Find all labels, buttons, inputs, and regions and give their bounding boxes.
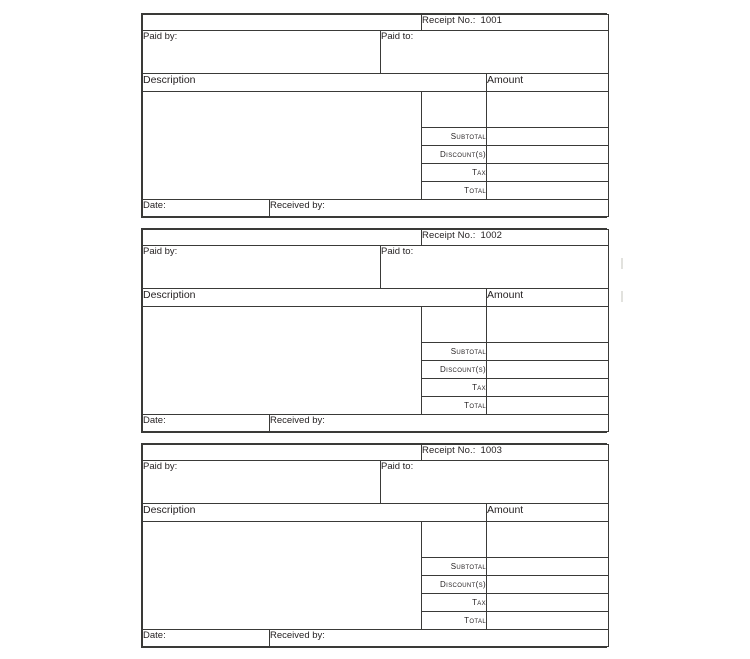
header-blank-cell bbox=[143, 15, 422, 31]
receipt-header-row bbox=[143, 230, 609, 246]
description-entry-area[interactable] bbox=[143, 307, 422, 415]
subtotal-value[interactable] bbox=[487, 558, 609, 576]
receipt-number-label: Receipt No.: bbox=[422, 445, 476, 456]
totals-spacer-cell bbox=[422, 307, 487, 343]
header-blank-cell bbox=[143, 230, 422, 246]
paid-by-label: Paid by: bbox=[143, 246, 178, 257]
received-by-label: Received by: bbox=[270, 415, 325, 426]
date-field[interactable] bbox=[143, 200, 270, 217]
header-blank-cell bbox=[143, 445, 422, 461]
receipt-table bbox=[142, 14, 609, 217]
amount-entry-area[interactable] bbox=[487, 92, 609, 128]
total-label: Total bbox=[422, 397, 487, 415]
discounts-label: Discount(s) bbox=[422, 361, 487, 379]
description-label: Description bbox=[143, 504, 196, 516]
discounts-label: Discount(s) bbox=[422, 576, 487, 594]
amount-entry-area[interactable] bbox=[487, 307, 609, 343]
paid-by-label: Paid by: bbox=[143, 31, 178, 42]
items-body-row bbox=[143, 92, 609, 128]
discounts-value[interactable] bbox=[487, 576, 609, 594]
discounts-value[interactable] bbox=[487, 361, 609, 379]
received-by-label: Received by: bbox=[270, 630, 325, 641]
paid-by-label: Paid by: bbox=[143, 461, 178, 472]
total-value[interactable] bbox=[487, 612, 609, 630]
subtotal-value[interactable] bbox=[487, 343, 609, 361]
paid-to-field[interactable] bbox=[381, 246, 609, 289]
date-label: Date: bbox=[143, 200, 166, 211]
items-header-row bbox=[143, 74, 609, 92]
discounts-value[interactable] bbox=[487, 146, 609, 164]
amount-label: Amount bbox=[487, 289, 524, 301]
received-by-field[interactable] bbox=[270, 415, 609, 432]
amount-header bbox=[487, 74, 609, 92]
paid-to-label: Paid to: bbox=[381, 31, 414, 42]
discounts-label: Discount(s) bbox=[422, 146, 487, 164]
total-label: Total bbox=[422, 182, 487, 200]
description-label: Description bbox=[143, 74, 196, 86]
receipt-footer-row bbox=[143, 415, 609, 432]
date-field[interactable] bbox=[143, 630, 270, 647]
date-label: Date: bbox=[143, 630, 166, 641]
receipt-block bbox=[141, 228, 607, 433]
payer-payee-row bbox=[143, 246, 609, 289]
description-header bbox=[143, 289, 487, 307]
description-header bbox=[143, 504, 487, 522]
tax-label: Tax bbox=[422, 379, 487, 397]
totals-spacer-cell bbox=[422, 522, 487, 558]
subtotal-value[interactable] bbox=[487, 128, 609, 146]
receipt-number-cell[interactable] bbox=[422, 445, 609, 461]
receipt-number-label: Receipt No.: bbox=[422, 15, 476, 26]
totals-spacer-cell bbox=[422, 92, 487, 128]
total-value[interactable] bbox=[487, 397, 609, 415]
receipt-number-label: Receipt No.: bbox=[422, 230, 476, 241]
date-field[interactable] bbox=[143, 415, 270, 432]
tax-value[interactable] bbox=[487, 594, 609, 612]
scan-artifact-mark bbox=[621, 291, 623, 302]
items-header-row bbox=[143, 504, 609, 522]
items-header-row bbox=[143, 289, 609, 307]
payer-payee-row bbox=[143, 461, 609, 504]
receipt-block bbox=[141, 13, 607, 218]
amount-header bbox=[487, 289, 609, 307]
amount-label: Amount bbox=[487, 74, 524, 86]
receipt-number-cell[interactable] bbox=[422, 15, 609, 31]
payer-payee-row bbox=[143, 31, 609, 74]
items-body-row bbox=[143, 522, 609, 558]
receipt-table bbox=[142, 444, 609, 647]
paid-by-field[interactable] bbox=[143, 461, 381, 504]
tax-value[interactable] bbox=[487, 164, 609, 182]
paid-to-label: Paid to: bbox=[381, 461, 414, 472]
scan-artifact-mark bbox=[621, 258, 623, 269]
tax-label: Tax bbox=[422, 594, 487, 612]
receipt-table bbox=[142, 229, 609, 432]
items-body-row bbox=[143, 307, 609, 343]
description-entry-area[interactable] bbox=[143, 92, 422, 200]
paid-by-field[interactable] bbox=[143, 31, 381, 74]
paid-to-field[interactable] bbox=[381, 461, 609, 504]
receipt-header-row bbox=[143, 445, 609, 461]
total-value[interactable] bbox=[487, 182, 609, 200]
date-label: Date: bbox=[143, 415, 166, 426]
tax-label: Tax bbox=[422, 164, 487, 182]
amount-header bbox=[487, 504, 609, 522]
receipt-number-cell[interactable] bbox=[422, 230, 609, 246]
subtotal-label: Subtotal bbox=[422, 558, 487, 576]
paid-to-field[interactable] bbox=[381, 31, 609, 74]
description-header bbox=[143, 74, 487, 92]
amount-label: Amount bbox=[487, 504, 524, 516]
receipt-number-value: 1003 bbox=[480, 445, 503, 456]
tax-value[interactable] bbox=[487, 379, 609, 397]
amount-entry-area[interactable] bbox=[487, 522, 609, 558]
received-by-field[interactable] bbox=[270, 630, 609, 647]
receipt-number-value: 1002 bbox=[480, 230, 503, 241]
total-label: Total bbox=[422, 612, 487, 630]
description-entry-area[interactable] bbox=[143, 522, 422, 630]
receipt-block bbox=[141, 443, 607, 648]
received-by-field[interactable] bbox=[270, 200, 609, 217]
description-label: Description bbox=[143, 289, 196, 301]
receipt-footer-row bbox=[143, 630, 609, 647]
paid-by-field[interactable] bbox=[143, 246, 381, 289]
receipt-number-value: 1001 bbox=[480, 15, 503, 26]
received-by-label: Received by: bbox=[270, 200, 325, 211]
receipt-header-row bbox=[143, 15, 609, 31]
subtotal-label: Subtotal bbox=[422, 128, 487, 146]
paid-to-label: Paid to: bbox=[381, 246, 414, 257]
receipt-footer-row bbox=[143, 200, 609, 217]
subtotal-label: Subtotal bbox=[422, 343, 487, 361]
